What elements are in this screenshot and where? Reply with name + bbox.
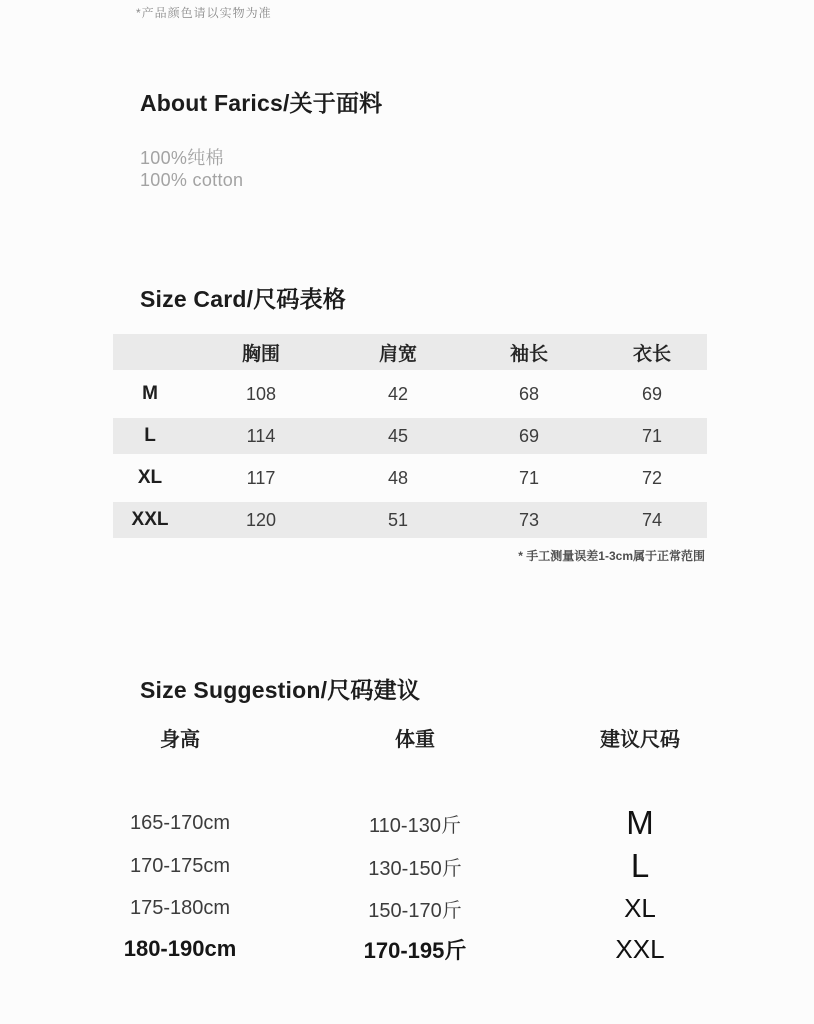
height-range: 165-170cm: [129, 811, 231, 834]
suggestion-row-m: [110, 802, 700, 844]
suggested-size: L: [630, 847, 650, 884]
suggested-size: M: [626, 804, 654, 841]
weight-range: 170-195斤: [363, 937, 467, 963]
size-table-row-xxl: [113, 502, 707, 538]
length-value: 72: [641, 467, 663, 488]
length-value: 74: [641, 509, 663, 530]
color-disclaimer-note: *产品颜色请以实物为准: [136, 6, 272, 20]
size-table-header-shoulder: 肩宽: [378, 343, 417, 365]
size-label: M: [142, 383, 158, 404]
weight-range: 110-130斤: [369, 814, 461, 837]
size-label: L: [144, 425, 156, 446]
sleeve-value: 69: [518, 425, 540, 446]
sleeve-value: 68: [518, 383, 540, 404]
suggestion-header-row: [110, 715, 700, 759]
length-value: 69: [641, 383, 663, 404]
fabric-content-cn: 100%纯棉: [140, 148, 224, 168]
size-table-header-length: 衣长: [632, 343, 671, 365]
sleeve-value: 73: [518, 509, 540, 530]
suggested-size: XXL: [615, 933, 665, 964]
size-table-header-chest: 胸围: [241, 343, 280, 365]
fabric-section-title: About Farics/关于面料: [140, 90, 383, 116]
measurement-tolerance-note: * 手工测量误差1-3cm属于正常范围: [518, 549, 705, 563]
height-range: 180-190cm: [123, 936, 237, 961]
shoulder-value: 51: [387, 509, 409, 530]
chest-value: 114: [246, 425, 276, 446]
suggested-size: XL: [624, 892, 656, 923]
size-table-row-m: [113, 376, 707, 412]
suggestion-header-weight: 体重: [395, 728, 435, 751]
suggestion-header-height: 身高: [160, 728, 200, 751]
size-label: XL: [137, 467, 163, 488]
chest-value: 108: [245, 383, 277, 404]
height-range: 170-175cm: [129, 854, 231, 877]
suggestion-row-xl: [110, 887, 700, 929]
suggestion-row-xxl: [110, 926, 700, 972]
height-range: 175-180cm: [129, 896, 231, 919]
shoulder-value: 48: [387, 467, 409, 488]
size-card-title: Size Card/尺码表格: [140, 286, 347, 312]
shoulder-value: 45: [387, 425, 409, 446]
sleeve-value: 71: [518, 467, 540, 488]
size-card-table: [113, 334, 707, 538]
shoulder-value: 42: [387, 383, 409, 404]
fabric-content-en: 100% cotton: [140, 170, 244, 190]
weight-range: 130-150斤: [368, 857, 462, 880]
size-table-header-row: [113, 334, 707, 370]
length-value: 71: [641, 425, 663, 446]
suggestion-header-size: 建议尺码: [600, 728, 680, 751]
size-table-header-sleeve: 袖长: [509, 343, 548, 365]
size-suggestion-title: Size Suggestion/尺码建议: [140, 677, 421, 703]
chest-value: 120: [245, 509, 277, 530]
size-table-row-xl: [113, 460, 707, 496]
chest-value: 117: [246, 467, 276, 488]
weight-range: 150-170斤: [368, 899, 462, 922]
size-table-row-l: [113, 418, 707, 454]
suggestion-row-l: [110, 845, 700, 887]
size-label: XXL: [131, 509, 169, 530]
